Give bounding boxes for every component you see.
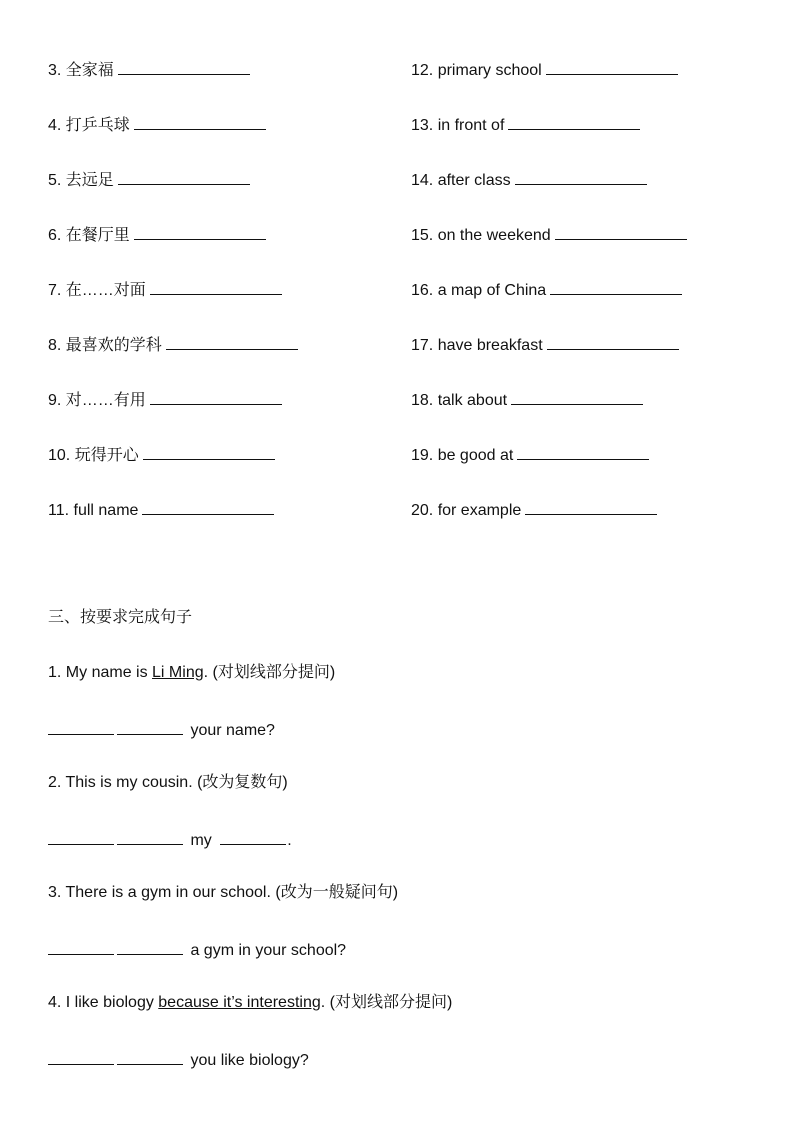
vocab-prompt: 5. 去远足 xyxy=(48,172,114,189)
vocab-item xyxy=(48,496,274,523)
answer-blank[interactable] xyxy=(515,166,647,185)
answer-3 xyxy=(48,936,748,991)
answer-text: you like biology? xyxy=(186,1052,309,1069)
answer-2 xyxy=(48,826,748,881)
vocab-prompt: 8. 最喜欢的学科 xyxy=(48,337,162,354)
answer-text: your name? xyxy=(186,722,275,739)
vocab-item xyxy=(411,386,643,413)
answer-blank[interactable] xyxy=(117,936,183,955)
answer-blank[interactable] xyxy=(118,166,250,185)
vocab-prompt: 18. talk about xyxy=(411,392,508,409)
vocab-row xyxy=(48,441,748,496)
answer-blank[interactable] xyxy=(142,496,274,515)
vocab-item xyxy=(48,56,250,83)
vocab-item xyxy=(48,331,298,358)
vocab-item xyxy=(411,221,687,248)
vocab-row xyxy=(48,496,748,551)
vocab-prompt: 12. primary school xyxy=(411,62,542,79)
sentence-completion-section xyxy=(48,606,748,1101)
answer-blank[interactable] xyxy=(166,331,298,350)
question-instruction: . (对划线部分提问) xyxy=(320,994,453,1011)
vocab-prompt: 6. 在餐厅里 xyxy=(48,227,130,244)
underlined-phrase: Li Ming xyxy=(152,664,204,681)
vocab-prompt: 11. full name xyxy=(48,502,139,519)
vocab-row xyxy=(48,331,748,386)
answer-blank[interactable] xyxy=(220,826,286,845)
question-text: 4. I like biology xyxy=(48,994,159,1011)
question-4 xyxy=(48,991,748,1046)
vocab-prompt: 7. 在……对面 xyxy=(48,282,146,299)
answer-blank[interactable] xyxy=(118,56,250,75)
answer-blank[interactable] xyxy=(143,441,275,460)
vocab-prompt: 16. a map of China xyxy=(411,282,547,299)
vocab-item xyxy=(411,331,679,358)
vocab-item xyxy=(48,111,266,138)
vocab-item xyxy=(411,166,647,193)
answer-blank[interactable] xyxy=(48,1046,114,1065)
answer-blank[interactable] xyxy=(117,1046,183,1065)
vocab-prompt: 10. 玩得开心 xyxy=(48,447,139,464)
answer-blank[interactable] xyxy=(150,276,282,295)
answer-blank[interactable] xyxy=(550,276,682,295)
vocab-prompt: 20. for example xyxy=(411,502,522,519)
answer-blank[interactable] xyxy=(508,111,640,130)
vocabulary-list xyxy=(48,56,748,551)
answer-blank[interactable] xyxy=(150,386,282,405)
vocab-prompt: 17. have breakfast xyxy=(411,337,543,354)
vocab-item xyxy=(411,111,640,138)
section-title: 三、按要求完成句子 xyxy=(48,609,193,626)
vocab-item xyxy=(48,221,266,248)
answer-blank[interactable] xyxy=(546,56,678,75)
vocab-prompt: 13. in front of xyxy=(411,117,505,134)
answer-blank[interactable] xyxy=(48,936,114,955)
answer-blank[interactable] xyxy=(48,716,114,735)
answer-blank[interactable] xyxy=(134,111,266,130)
vocab-row xyxy=(48,276,748,331)
vocab-item xyxy=(48,166,250,193)
question-1 xyxy=(48,661,748,716)
answer-4 xyxy=(48,1046,748,1101)
vocab-item xyxy=(411,496,657,523)
answer-blank[interactable] xyxy=(525,496,657,515)
question-2: 2. This is my cousin. (改为复数句) xyxy=(48,774,288,791)
vocab-prompt: 4. 打乒乓球 xyxy=(48,117,130,134)
question-3: 3. There is a gym in our school. (改为一般疑问句) xyxy=(48,884,399,901)
vocab-prompt: 9. 对……有用 xyxy=(48,392,146,409)
vocab-prompt: 14. after class xyxy=(411,172,511,189)
underlined-phrase: because it’s interesting xyxy=(158,994,321,1011)
vocab-row xyxy=(48,111,748,166)
question-instruction: . (对划线部分提问) xyxy=(203,664,336,681)
vocab-prompt: 19. be good at xyxy=(411,447,514,464)
vocab-row xyxy=(48,221,748,276)
vocab-item xyxy=(411,441,649,468)
answer-period: . xyxy=(287,832,292,849)
answer-blank[interactable] xyxy=(48,826,114,845)
vocab-row xyxy=(48,56,748,111)
vocab-prompt: 3. 全家福 xyxy=(48,62,114,79)
vocab-item xyxy=(411,276,682,303)
answer-blank[interactable] xyxy=(517,441,649,460)
vocab-item xyxy=(48,441,275,468)
vocab-row xyxy=(48,386,748,441)
vocab-item xyxy=(48,386,282,413)
vocab-row xyxy=(48,166,748,221)
question-text: 1. My name is xyxy=(48,664,153,681)
answer-blank[interactable] xyxy=(117,716,183,735)
answer-text: my xyxy=(186,832,217,849)
answer-blank[interactable] xyxy=(547,331,679,350)
answer-blank[interactable] xyxy=(555,221,687,240)
vocab-item xyxy=(411,56,678,83)
answer-blank[interactable] xyxy=(117,826,183,845)
answer-blank[interactable] xyxy=(511,386,643,405)
answer-text: a gym in your school? xyxy=(186,942,347,959)
answer-1 xyxy=(48,716,748,771)
vocab-item xyxy=(48,276,282,303)
answer-blank[interactable] xyxy=(134,221,266,240)
vocab-prompt: 15. on the weekend xyxy=(411,227,551,244)
